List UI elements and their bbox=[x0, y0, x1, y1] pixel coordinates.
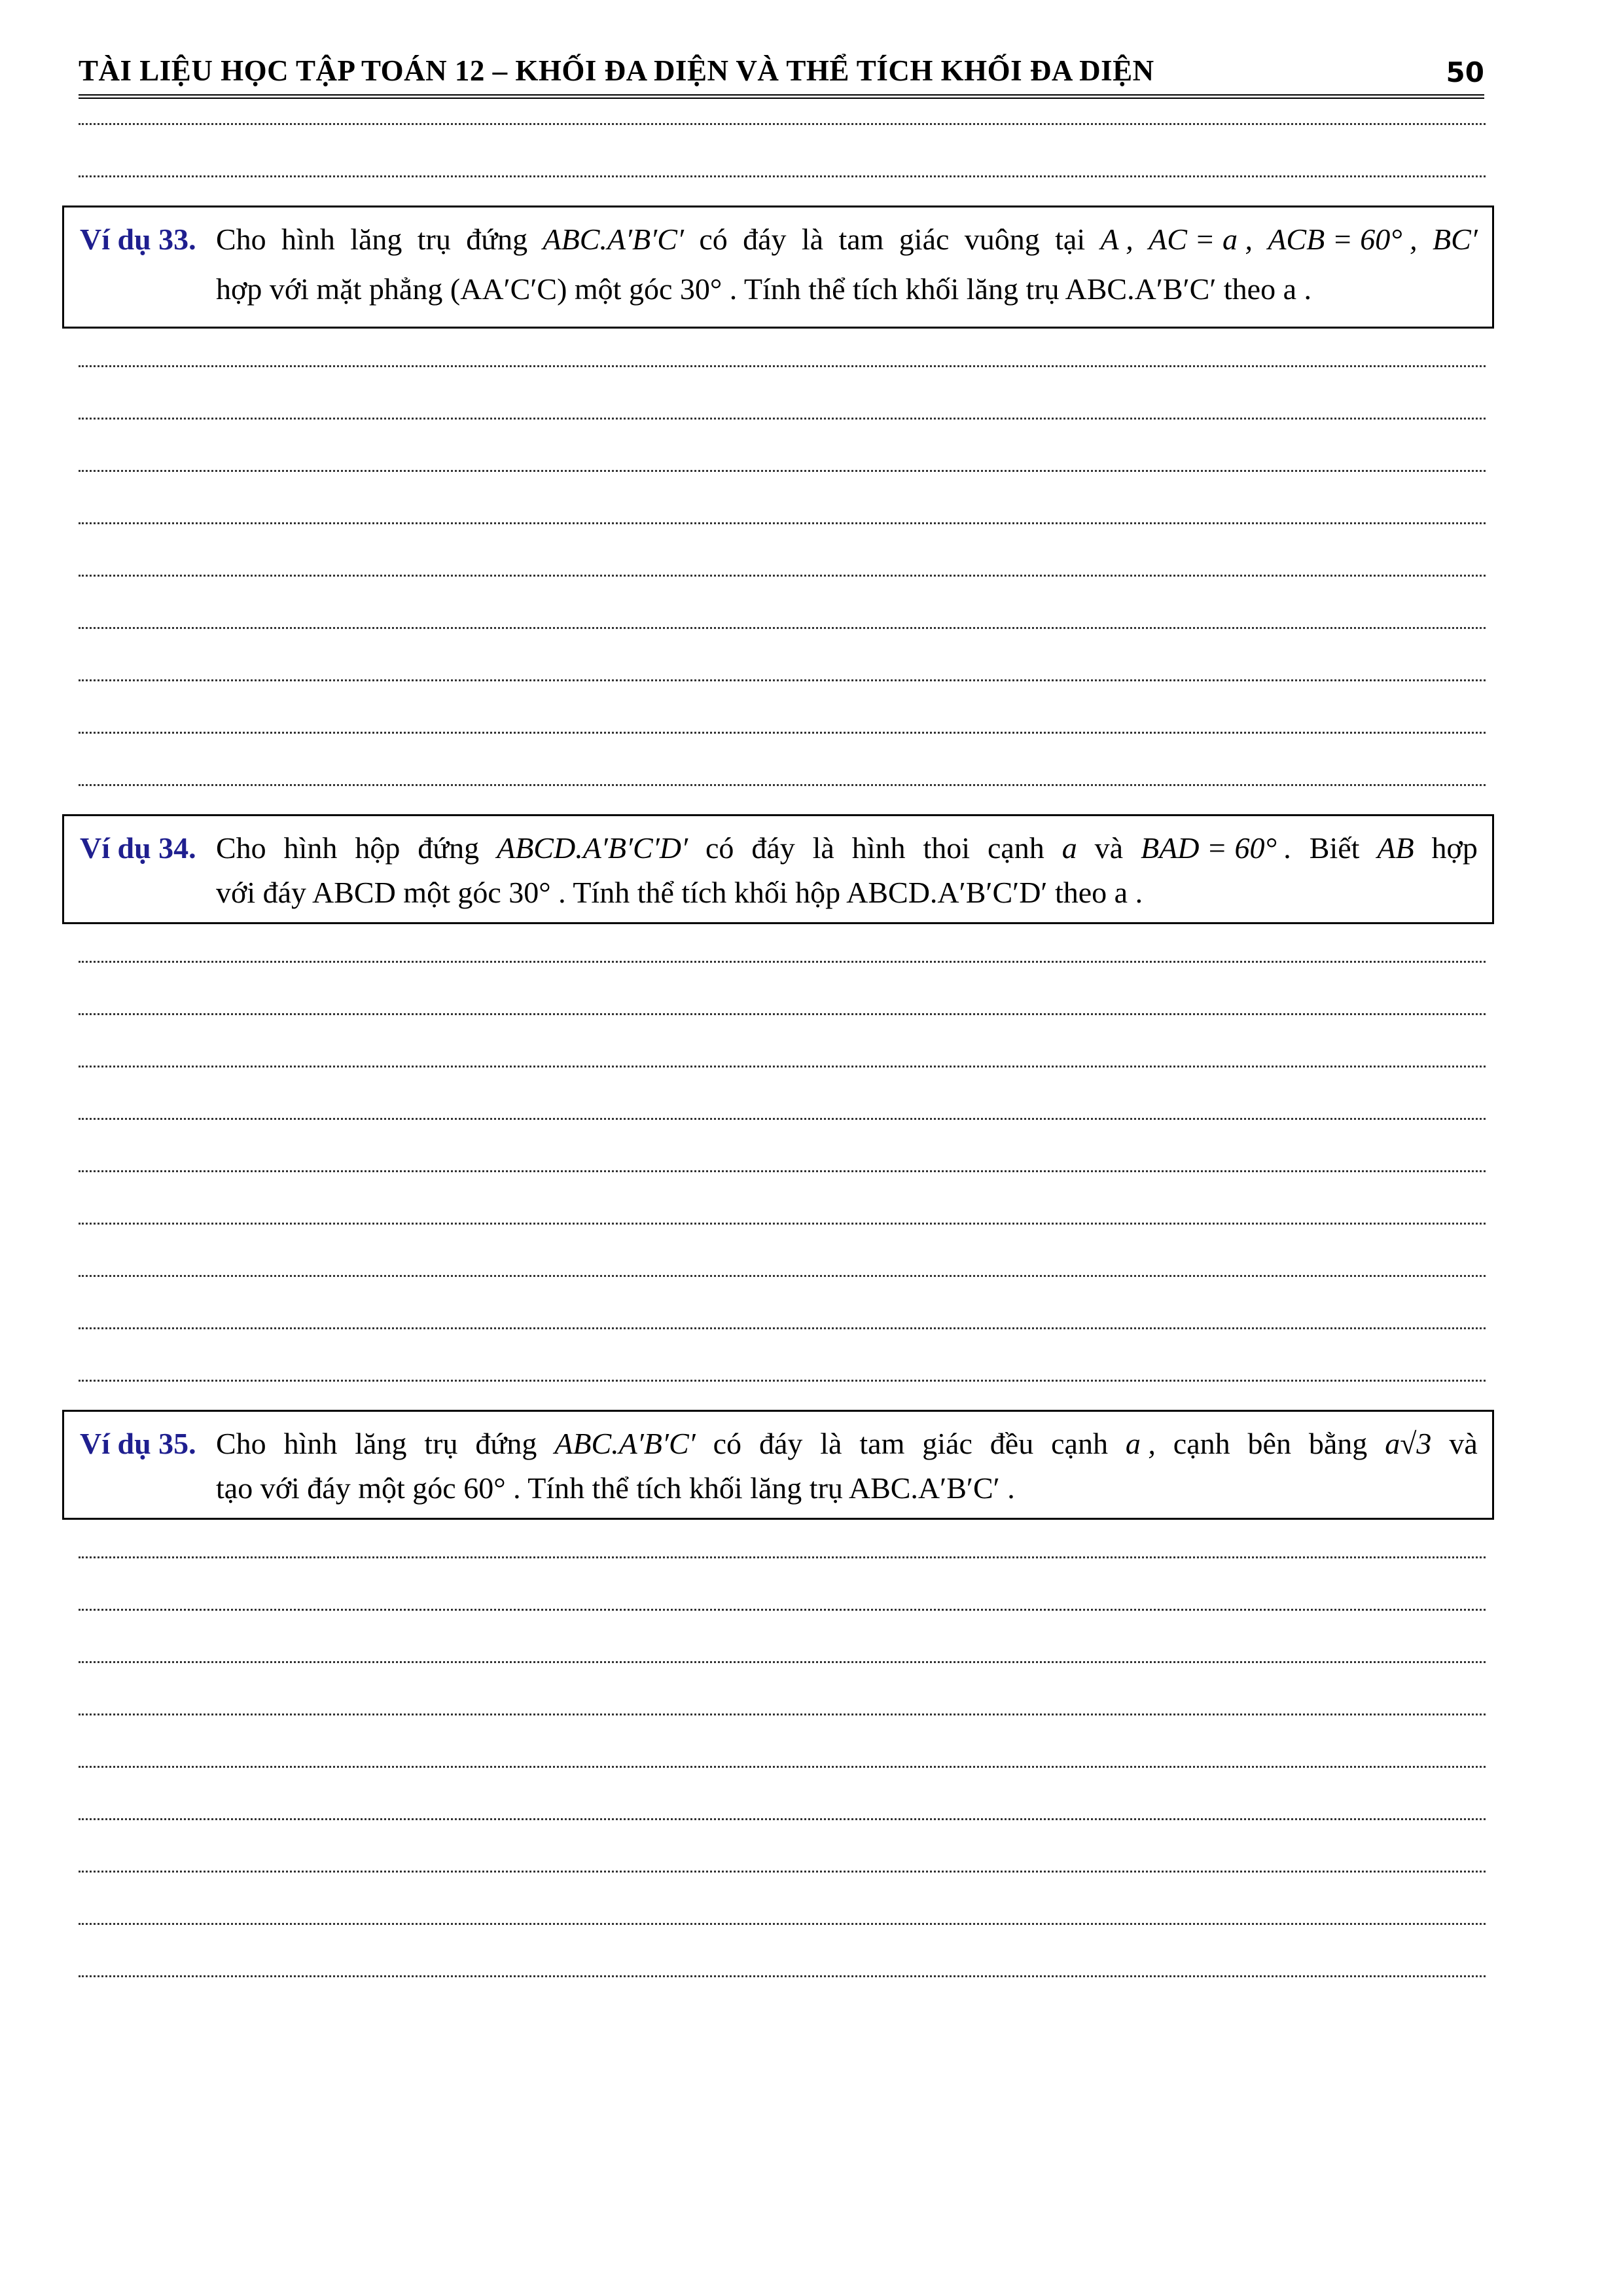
example-line-2: tạo với đáy một góc 60° . Tính thể tích khối lăng trụ ABC.A′B′C′ . bbox=[216, 1471, 1015, 1505]
answer-line bbox=[79, 1871, 1486, 1873]
math-expression: AB bbox=[1377, 831, 1414, 865]
word: lăng bbox=[350, 223, 402, 256]
word: giác bbox=[922, 1427, 972, 1460]
word: đáy bbox=[758, 1427, 803, 1460]
word: là bbox=[801, 223, 824, 256]
math-expression: ABC.A′B′C′ bbox=[554, 1427, 696, 1460]
answer-line bbox=[79, 1223, 1486, 1225]
word: tam bbox=[859, 1427, 905, 1460]
answer-line bbox=[79, 575, 1486, 577]
answer-line bbox=[79, 1766, 1486, 1768]
answer-line bbox=[79, 627, 1486, 629]
word: bằng bbox=[1308, 1427, 1368, 1460]
word: và bbox=[1094, 831, 1124, 865]
word: bên bbox=[1247, 1427, 1291, 1460]
word: thoi bbox=[923, 831, 971, 865]
example-line-2: hợp với mặt phẳng (AA′C′C) một góc 30° . Tính thể tích khối lăng trụ ABC.A′B′C′ theo a . bbox=[216, 272, 1311, 306]
answer-line bbox=[79, 732, 1486, 734]
word: đáy bbox=[743, 223, 787, 256]
word: Biết bbox=[1309, 831, 1360, 865]
word: vuông bbox=[964, 223, 1040, 256]
word: là bbox=[812, 831, 834, 865]
answer-line bbox=[79, 175, 1486, 177]
word: có bbox=[699, 223, 728, 256]
example-label: Ví dụ 34. bbox=[80, 831, 196, 865]
answer-line bbox=[79, 1066, 1486, 1067]
example-line-1 bbox=[216, 215, 1478, 264]
word: trụ bbox=[424, 1427, 458, 1460]
math-expression: BAD = 60° . bbox=[1141, 831, 1292, 865]
answer-line bbox=[79, 1818, 1486, 1820]
word: giác bbox=[899, 223, 950, 256]
word: có bbox=[705, 831, 734, 865]
answer-line bbox=[79, 1118, 1486, 1120]
answer-line bbox=[79, 365, 1486, 367]
word: tam bbox=[838, 223, 884, 256]
word: đều bbox=[990, 1427, 1034, 1460]
example-box-35 bbox=[62, 1410, 1494, 1520]
math-expression: a bbox=[1061, 831, 1077, 865]
answer-line bbox=[79, 679, 1486, 681]
answer-line bbox=[79, 1556, 1486, 1558]
math-expression: ABC.A′B′C′ bbox=[543, 223, 684, 256]
answer-line bbox=[79, 1170, 1486, 1172]
word: cạnh bbox=[1173, 1427, 1230, 1460]
page-header bbox=[79, 54, 1484, 99]
word: đứng bbox=[418, 831, 480, 865]
word: Cho bbox=[216, 223, 266, 256]
answer-line bbox=[79, 1713, 1486, 1715]
word: là bbox=[820, 1427, 842, 1460]
math-expression: AC = a , bbox=[1149, 223, 1253, 256]
answer-line bbox=[79, 522, 1486, 524]
answer-line bbox=[79, 961, 1486, 963]
word: hợp bbox=[1431, 831, 1478, 865]
word: đứng bbox=[466, 223, 528, 256]
example-line-1 bbox=[216, 1420, 1478, 1468]
math-expression: ACB = 60° , bbox=[1268, 223, 1418, 256]
answer-line bbox=[79, 1975, 1486, 1977]
word: đáy bbox=[751, 831, 795, 865]
word: hình bbox=[281, 223, 335, 256]
word: trụ bbox=[417, 223, 451, 256]
word: cạnh bbox=[987, 831, 1044, 865]
answer-line bbox=[79, 470, 1486, 472]
math-expression: a , bbox=[1125, 1427, 1156, 1460]
example-label: Ví dụ 33. bbox=[80, 223, 196, 256]
word: lăng bbox=[355, 1427, 407, 1460]
document-title: TÀI LIỆU HỌC TẬP TOÁN 12 – KHỐI ĐA DIỆN VÀ THỂ TÍCH KHỐI ĐA DIỆN bbox=[79, 54, 1154, 87]
example-box-33 bbox=[62, 206, 1494, 329]
word: hộp bbox=[355, 831, 401, 865]
word: tại bbox=[1055, 223, 1086, 256]
word: Cho bbox=[216, 1427, 266, 1460]
example-label: Ví dụ 35. bbox=[80, 1427, 196, 1460]
word: hình bbox=[283, 831, 338, 865]
answer-line bbox=[79, 1327, 1486, 1329]
example-line-2: với đáy ABCD một góc 30° . Tính thể tích khối hộp ABCD.A′B′C′D′ theo a . bbox=[216, 876, 1143, 909]
word: Cho bbox=[216, 831, 266, 865]
word: hình bbox=[851, 831, 906, 865]
word: và bbox=[1449, 1427, 1478, 1460]
word: có bbox=[713, 1427, 742, 1460]
answer-line bbox=[79, 1661, 1486, 1663]
word: cạnh bbox=[1051, 1427, 1108, 1460]
answer-line bbox=[79, 784, 1486, 786]
example-box-34 bbox=[62, 814, 1494, 924]
answer-line bbox=[79, 418, 1486, 420]
answer-line bbox=[79, 1380, 1486, 1382]
answer-line bbox=[79, 1923, 1486, 1925]
answer-line bbox=[79, 1275, 1486, 1277]
word: đứng bbox=[475, 1427, 537, 1460]
answer-line bbox=[79, 1013, 1486, 1015]
math-expression: ABCD.A′B′C′D′ bbox=[497, 831, 688, 865]
math-expression: a√3 bbox=[1385, 1427, 1432, 1460]
math-expression: BC′ bbox=[1433, 223, 1478, 256]
page-number: 50 bbox=[1446, 56, 1484, 88]
math-expression: A , bbox=[1100, 223, 1133, 256]
answer-line bbox=[79, 1609, 1486, 1611]
example-line-1 bbox=[216, 824, 1478, 872]
word: hình bbox=[283, 1427, 338, 1460]
answer-line bbox=[79, 123, 1486, 125]
